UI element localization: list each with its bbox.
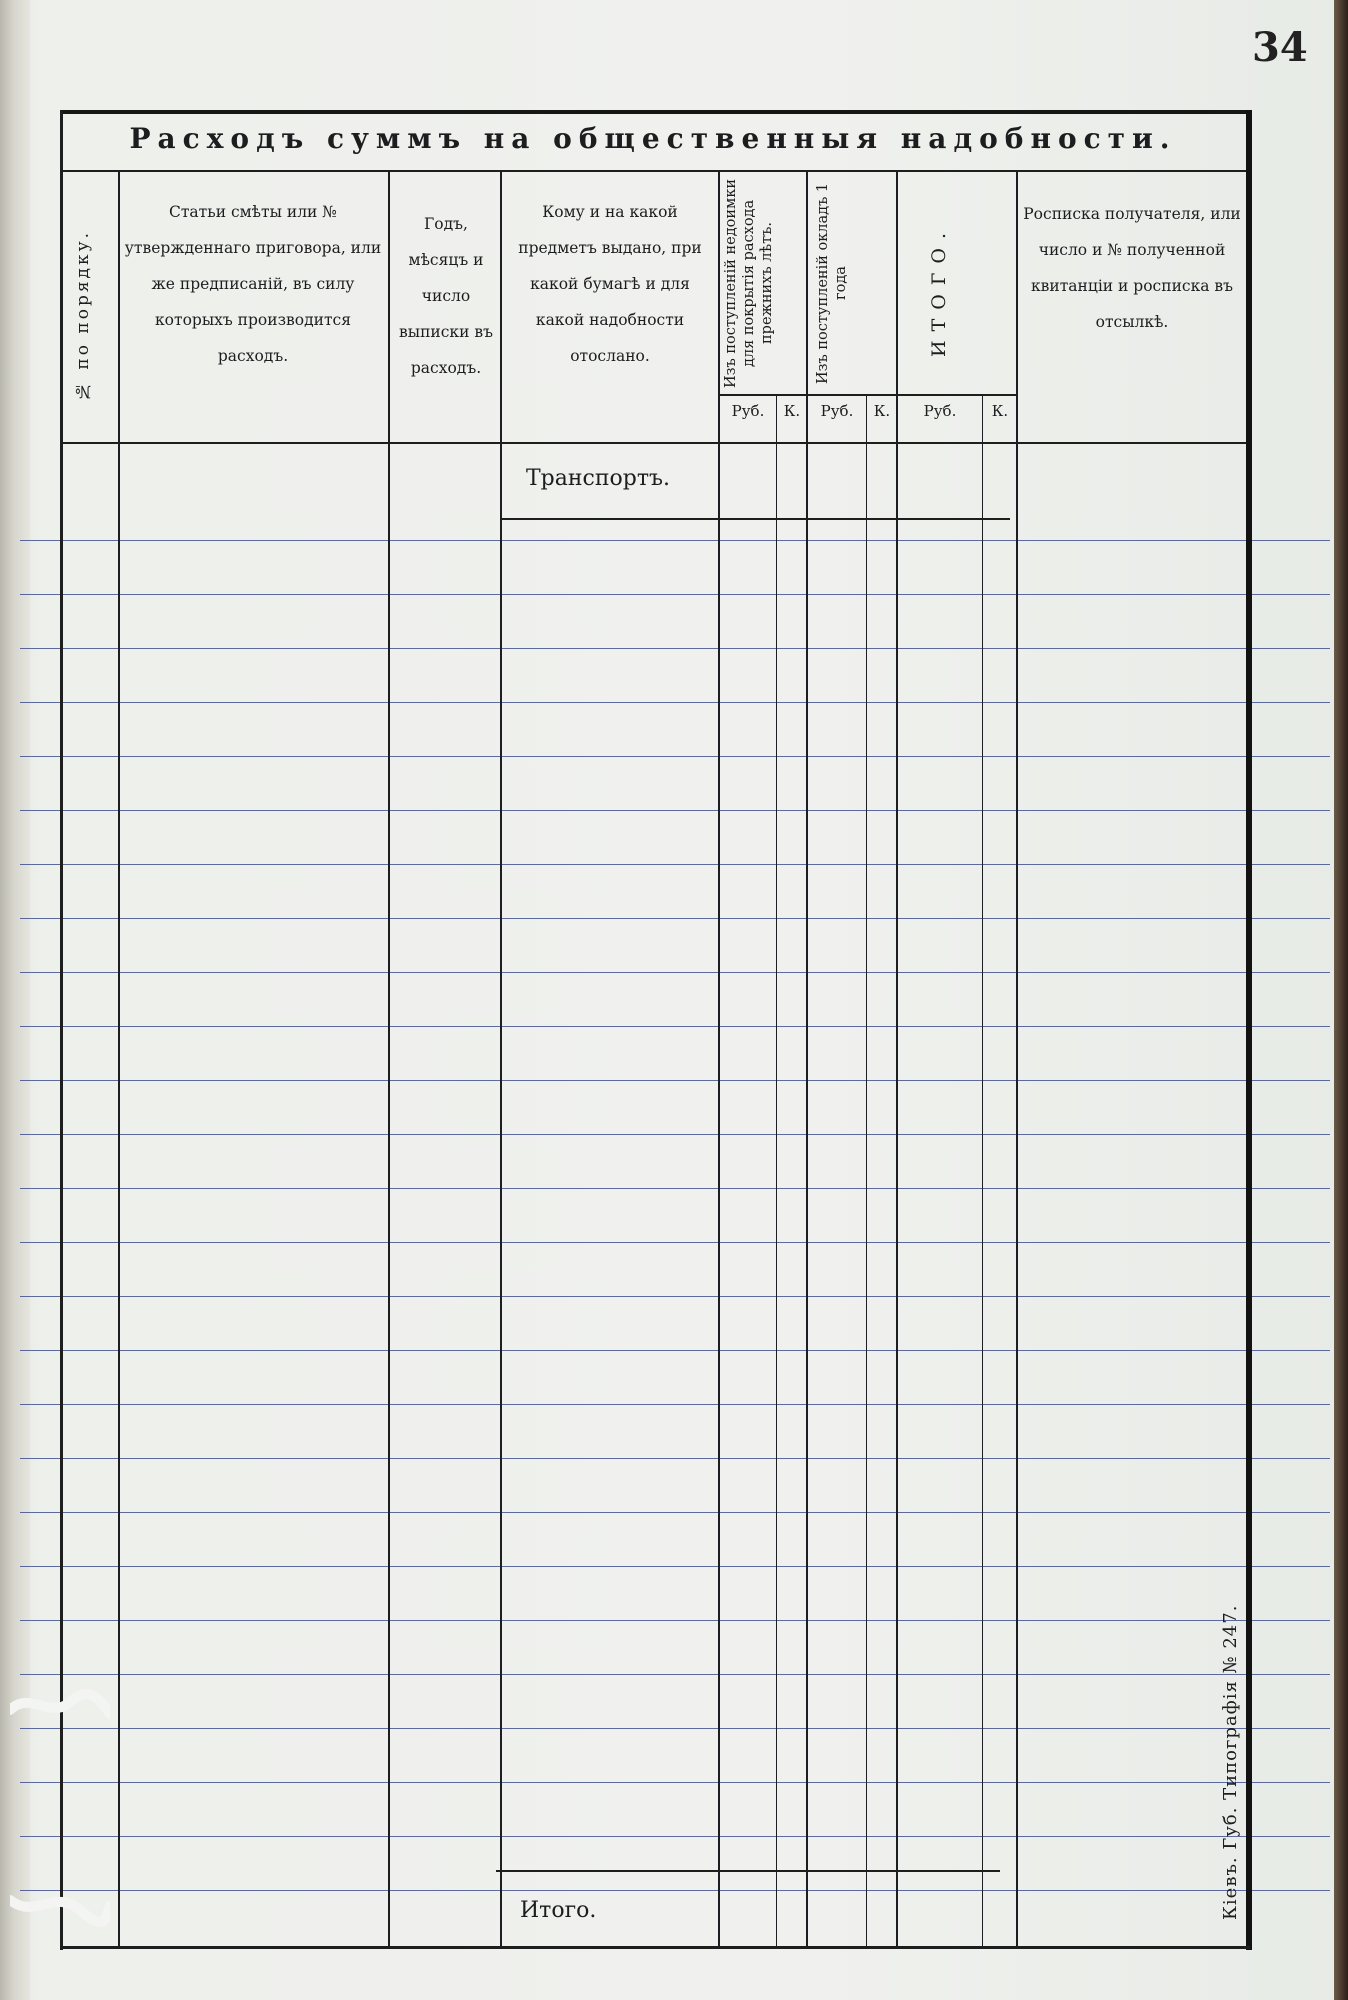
ruled-line (20, 810, 1330, 811)
title-rule (60, 170, 1246, 172)
col-divider-5 (776, 394, 777, 1948)
col-divider-2 (388, 170, 390, 1948)
ruled-line (20, 1782, 1330, 1783)
ruled-line (20, 1404, 1330, 1405)
frame-left-border (60, 110, 63, 1950)
ruled-line (20, 1350, 1330, 1351)
page-number: 34 (1252, 24, 1308, 71)
ruled-line (20, 1026, 1330, 1027)
unit-kop-2: К. (873, 402, 891, 420)
header-col-article: Статьи смѣты или № утвержденнаго приговора, или же предписаній, въ силу которыхъ производится расходъ. (124, 203, 382, 365)
col-divider-3 (500, 170, 502, 1948)
ruled-line (20, 1674, 1330, 1675)
header-col-current: Изъ поступленій окладъ 1 года (815, 182, 849, 384)
unit-row-rule (718, 394, 1016, 396)
unit-kop-3: К. (991, 402, 1009, 420)
ruled-line (20, 1890, 1330, 1891)
frame-top-border (60, 110, 1250, 114)
header-col-total: ИТОГО. (928, 223, 950, 357)
ruled-line (20, 1296, 1330, 1297)
col-divider-4 (718, 170, 720, 1948)
ruled-line (20, 1458, 1330, 1459)
form-title: Расходъ суммъ на общественныя надобности. (129, 122, 1177, 155)
ruled-line (20, 1188, 1330, 1189)
binding-string-top (10, 1680, 110, 1740)
ruled-line (20, 648, 1330, 649)
ruled-line (20, 756, 1330, 757)
col-divider-7 (866, 394, 867, 1948)
frame-right-border (1246, 110, 1252, 1950)
unit-rub-1: Руб. (731, 402, 765, 420)
ruled-line (20, 1566, 1330, 1567)
ruled-line (20, 1080, 1330, 1081)
unit-rub-2: Руб. (820, 402, 854, 420)
ruled-line (20, 1242, 1330, 1243)
ruled-line (20, 1836, 1330, 1837)
transport-label: Транспортъ. (526, 466, 671, 491)
col-divider-8 (896, 170, 898, 1948)
header-col-date: Годъ, мѣсяцъ и число выписки въ расходъ. (399, 215, 493, 377)
header-col-recipient: Кому и на какой предметъ выдано, при какой бумагѣ и для какой надобности отослано. (518, 203, 702, 365)
col-divider-1 (118, 170, 120, 1948)
total-rule (496, 1870, 1000, 1872)
book-edge (1334, 0, 1348, 2000)
col-divider-10 (1016, 170, 1018, 1948)
header-bottom-rule (60, 442, 1246, 444)
ruled-line (20, 1512, 1330, 1513)
binding-string-bottom (10, 1880, 110, 1940)
ruled-line (20, 594, 1330, 595)
frame-bottom-border (60, 1946, 1250, 1949)
ruled-line (20, 540, 1330, 541)
ruled-line (20, 1620, 1330, 1621)
col-divider-9 (982, 394, 983, 1948)
ruled-line (20, 972, 1330, 973)
ruled-line (20, 1728, 1330, 1729)
total-label: Итого. (520, 1898, 597, 1923)
col-divider-6 (806, 170, 808, 1948)
header-col-arrears: Изъ поступленій недоимки для покрытія расхода прежнихъ лѣтъ. (723, 178, 775, 388)
unit-rub-3: Руб. (923, 402, 957, 420)
header-col-number: № по порядку. (73, 229, 93, 401)
transport-rule (500, 518, 1010, 520)
ruled-line (20, 918, 1330, 919)
ruled-line (20, 702, 1330, 703)
ruled-line (20, 864, 1330, 865)
printer-mark: Кіевъ. Губ. Типографія № 247. (1220, 1604, 1241, 1920)
ruled-line (20, 1134, 1330, 1135)
header-col-receipt: Росписка получателя, или число и № полученной квитанціи и росписка въ отсылкѣ. (1023, 205, 1241, 331)
unit-kop-1: К. (783, 402, 801, 420)
